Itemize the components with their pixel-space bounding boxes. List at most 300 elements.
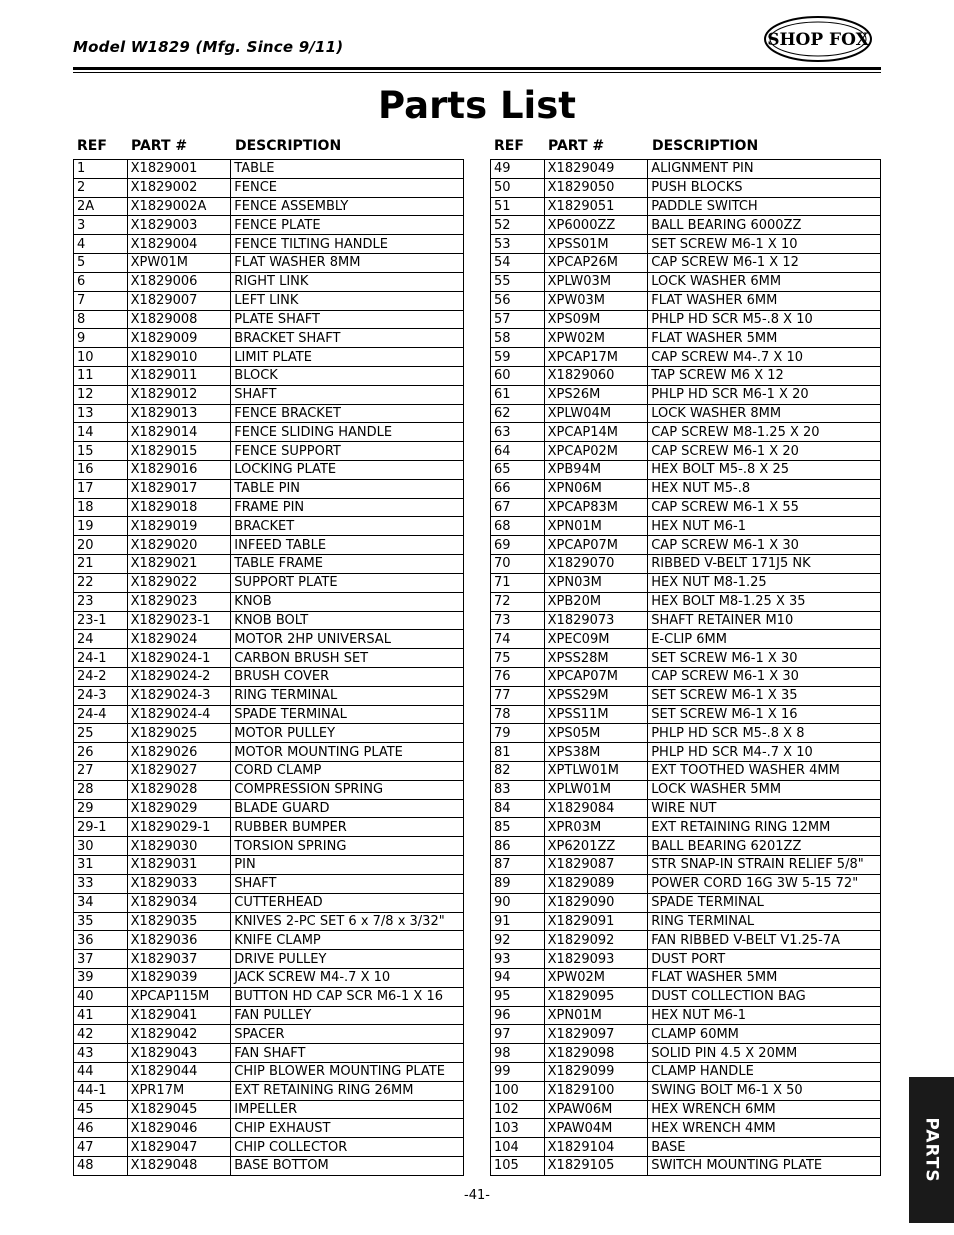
part-number-cell: X1829044	[127, 1063, 231, 1082]
part-number-cell: X1829024-3	[127, 686, 231, 705]
right-ref-header: REF	[494, 138, 524, 154]
table-row	[74, 423, 464, 442]
part-number-cell: X1829087	[544, 856, 648, 875]
table-row	[491, 573, 881, 592]
description-cell: FRAME PIN	[231, 498, 464, 517]
ref-cell: 76	[491, 667, 545, 686]
ref-cell: 21	[74, 555, 128, 574]
table-row	[74, 762, 464, 781]
part-number-cell: X1829073	[544, 611, 648, 630]
table-row	[74, 310, 464, 329]
description-cell: HEX NUT M5-.8	[648, 479, 881, 498]
table-row	[74, 630, 464, 649]
ref-cell: 29-1	[74, 818, 128, 837]
part-number-cell: X1829017	[127, 479, 231, 498]
ref-cell: 95	[491, 987, 545, 1006]
ref-cell: 27	[74, 762, 128, 781]
part-number-cell: X1829091	[544, 912, 648, 931]
part-number-cell: X1829100	[544, 1081, 648, 1100]
ref-cell: 35	[74, 912, 128, 931]
part-number-cell: XPS38M	[544, 743, 648, 762]
description-cell: SOLID PIN 4.5 X 20MM	[648, 1044, 881, 1063]
ref-cell: 17	[74, 479, 128, 498]
description-cell: SWITCH MOUNTING PLATE	[648, 1157, 881, 1176]
part-number-cell: XPCAP115M	[127, 987, 231, 1006]
ref-cell: 85	[491, 818, 545, 837]
description-cell: SET SCREW M6-1 X 16	[648, 705, 881, 724]
page-number: -41-	[464, 1188, 490, 1203]
table-row	[74, 667, 464, 686]
ref-cell: 29	[74, 799, 128, 818]
ref-cell: 60	[491, 366, 545, 385]
table-row	[74, 724, 464, 743]
part-number-cell: X1829060	[544, 366, 648, 385]
table-row	[491, 987, 881, 1006]
description-cell: BALL BEARING 6201ZZ	[648, 837, 881, 856]
table-row	[74, 573, 464, 592]
table-row	[491, 1006, 881, 1025]
right-part-header: PART #	[548, 138, 605, 154]
table-row	[74, 348, 464, 367]
ref-cell: 28	[74, 780, 128, 799]
table-row	[74, 1138, 464, 1157]
table-row	[74, 1044, 464, 1063]
part-number-cell: XP6000ZZ	[544, 216, 648, 235]
ref-cell: 73	[491, 611, 545, 630]
table-row	[74, 479, 464, 498]
part-number-cell: X1829014	[127, 423, 231, 442]
ref-cell: 24	[74, 630, 128, 649]
ref-cell: 82	[491, 762, 545, 781]
part-number-cell: X1829007	[127, 291, 231, 310]
ref-cell: 103	[491, 1119, 545, 1138]
ref-cell: 54	[491, 254, 545, 273]
ref-cell: 24-2	[74, 667, 128, 686]
part-number-cell: XPB94M	[544, 461, 648, 480]
table-row	[74, 780, 464, 799]
table-row	[74, 705, 464, 724]
ref-cell: 20	[74, 536, 128, 555]
ref-cell: 69	[491, 536, 545, 555]
part-number-cell: X1829034	[127, 893, 231, 912]
part-number-cell: XPCAP07M	[544, 536, 648, 555]
description-cell: LEFT LINK	[231, 291, 464, 310]
part-number-cell: X1829015	[127, 442, 231, 461]
table-row	[491, 348, 881, 367]
ref-cell: 3	[74, 216, 128, 235]
table-row	[74, 1100, 464, 1119]
part-number-cell: X1829004	[127, 235, 231, 254]
ref-cell: 34	[74, 893, 128, 912]
part-number-cell: XPB20M	[544, 592, 648, 611]
table-row	[74, 987, 464, 1006]
description-cell: SHAFT RETAINER M10	[648, 611, 881, 630]
part-number-cell: XPN03M	[544, 573, 648, 592]
ref-cell: 68	[491, 517, 545, 536]
description-cell: TORSION SPRING	[231, 837, 464, 856]
ref-cell: 37	[74, 950, 128, 969]
description-cell: FLAT WASHER 6MM	[648, 291, 881, 310]
table-row	[491, 536, 881, 555]
table-row	[74, 385, 464, 404]
part-number-cell: X1829006	[127, 272, 231, 291]
ref-cell: 89	[491, 874, 545, 893]
description-cell: PHLP HD SCR M5-.8 X 10	[648, 310, 881, 329]
ref-cell: 4	[74, 235, 128, 254]
description-cell: CAP SCREW M8-1.25 X 20	[648, 423, 881, 442]
description-cell: KNIVES 2-PC SET 6 x 7/8 x 3/32"	[231, 912, 464, 931]
ref-cell: 93	[491, 950, 545, 969]
description-cell: JACK SCREW M4-.7 X 10	[231, 968, 464, 987]
part-number-cell: X1829095	[544, 987, 648, 1006]
ref-cell: 79	[491, 724, 545, 743]
part-number-cell: X1829084	[544, 799, 648, 818]
description-cell: SET SCREW M6-1 X 10	[648, 235, 881, 254]
description-cell: SHAFT	[231, 385, 464, 404]
part-number-cell: X1829023-1	[127, 611, 231, 630]
ref-cell: 78	[491, 705, 545, 724]
description-cell: SPADE TERMINAL	[231, 705, 464, 724]
table-row	[74, 1006, 464, 1025]
description-cell: CLAMP HANDLE	[648, 1063, 881, 1082]
part-number-cell: X1829045	[127, 1100, 231, 1119]
table-row	[491, 667, 881, 686]
description-cell: SUPPORT PLATE	[231, 573, 464, 592]
description-cell: PHLP HD SCR M6-1 X 20	[648, 385, 881, 404]
ref-cell: 99	[491, 1063, 545, 1082]
ref-cell: 87	[491, 856, 545, 875]
table-row	[491, 479, 881, 498]
header-rule	[73, 67, 881, 70]
ref-cell: 63	[491, 423, 545, 442]
ref-cell: 47	[74, 1138, 128, 1157]
description-cell: LOCK WASHER 8MM	[648, 404, 881, 423]
description-cell: FENCE SUPPORT	[231, 442, 464, 461]
description-cell: BALL BEARING 6000ZZ	[648, 216, 881, 235]
part-number-cell: X1829090	[544, 893, 648, 912]
part-number-cell: XPCAP02M	[544, 442, 648, 461]
ref-cell: 31	[74, 856, 128, 875]
part-number-cell: XPW02M	[544, 968, 648, 987]
table-row	[491, 762, 881, 781]
table-row	[491, 912, 881, 931]
ref-cell: 33	[74, 874, 128, 893]
table-row	[74, 1025, 464, 1044]
part-number-cell: XPAW06M	[544, 1100, 648, 1119]
table-row	[491, 780, 881, 799]
part-number-cell: X1829037	[127, 950, 231, 969]
description-cell: BRACKET SHAFT	[231, 329, 464, 348]
ref-cell: 24-3	[74, 686, 128, 705]
description-cell: CAP SCREW M6-1 X 55	[648, 498, 881, 517]
part-number-cell: XPN01M	[544, 1006, 648, 1025]
part-number-cell: X1829012	[127, 385, 231, 404]
ref-cell: 6	[74, 272, 128, 291]
table-row	[74, 893, 464, 912]
description-cell: CAP SCREW M6-1 X 20	[648, 442, 881, 461]
ref-cell: 45	[74, 1100, 128, 1119]
description-cell: PADDLE SWITCH	[648, 197, 881, 216]
table-row	[491, 197, 881, 216]
description-cell: WIRE NUT	[648, 799, 881, 818]
table-row	[491, 705, 881, 724]
table-row	[74, 743, 464, 762]
part-number-cell: XPN06M	[544, 479, 648, 498]
part-number-cell: X1829043	[127, 1044, 231, 1063]
part-number-cell: X1829002A	[127, 197, 231, 216]
ref-cell: 92	[491, 931, 545, 950]
description-cell: FENCE ASSEMBLY	[231, 197, 464, 216]
table-row	[74, 874, 464, 893]
description-cell: HEX NUT M8-1.25	[648, 573, 881, 592]
part-number-cell: X1829035	[127, 912, 231, 931]
part-number-cell: X1829036	[127, 931, 231, 950]
ref-cell: 83	[491, 780, 545, 799]
table-row	[74, 799, 464, 818]
description-cell: SHAFT	[231, 874, 464, 893]
table-row	[491, 517, 881, 536]
ref-cell: 75	[491, 649, 545, 668]
description-cell: RING TERMINAL	[648, 912, 881, 931]
part-number-cell: X1829003	[127, 216, 231, 235]
description-cell: HEX NUT M6-1	[648, 1006, 881, 1025]
table-row	[74, 555, 464, 574]
ref-cell: 24-4	[74, 705, 128, 724]
description-cell: BLOCK	[231, 366, 464, 385]
table-row	[491, 216, 881, 235]
part-number-cell: XPN01M	[544, 517, 648, 536]
table-row	[491, 235, 881, 254]
table-row	[74, 950, 464, 969]
ref-cell: 100	[491, 1081, 545, 1100]
description-cell: SPADE TERMINAL	[648, 893, 881, 912]
parts-tab-label: PARTS	[921, 1117, 942, 1183]
ref-cell: 96	[491, 1006, 545, 1025]
ref-cell: 25	[74, 724, 128, 743]
part-number-cell: X1829093	[544, 950, 648, 969]
ref-cell: 42	[74, 1025, 128, 1044]
table-row	[74, 254, 464, 273]
table-row	[74, 818, 464, 837]
header-rule-thin	[73, 72, 881, 73]
part-number-cell: X1829098	[544, 1044, 648, 1063]
description-cell: COMPRESSION SPRING	[231, 780, 464, 799]
ref-cell: 49	[491, 160, 545, 179]
part-number-cell: X1829046	[127, 1119, 231, 1138]
table-row	[74, 235, 464, 254]
ref-cell: 84	[491, 799, 545, 818]
model-header: Model W1829 (Mfg. Since 9/11)	[73, 38, 344, 56]
page-title: Parts List	[378, 84, 576, 127]
part-number-cell: X1829028	[127, 780, 231, 799]
ref-cell: 43	[74, 1044, 128, 1063]
table-row	[491, 799, 881, 818]
part-number-cell: X1829105	[544, 1157, 648, 1176]
table-row	[491, 1025, 881, 1044]
ref-cell: 5	[74, 254, 128, 273]
description-cell: CUTTERHEAD	[231, 893, 464, 912]
table-row	[491, 968, 881, 987]
description-cell: MOTOR MOUNTING PLATE	[231, 743, 464, 762]
description-cell: CHIP BLOWER MOUNTING PLATE	[231, 1063, 464, 1082]
description-cell: HEX WRENCH 4MM	[648, 1119, 881, 1138]
ref-cell: 24-1	[74, 649, 128, 668]
description-cell: PIN	[231, 856, 464, 875]
part-number-cell: X1829024	[127, 630, 231, 649]
part-number-cell: X1829050	[544, 178, 648, 197]
description-cell: BRUSH COVER	[231, 667, 464, 686]
ref-cell: 16	[74, 461, 128, 480]
description-cell: DUST COLLECTION BAG	[648, 987, 881, 1006]
part-number-cell: XPCAP07M	[544, 667, 648, 686]
table-row	[74, 272, 464, 291]
ref-cell: 72	[491, 592, 545, 611]
table-row	[491, 291, 881, 310]
table-row	[74, 856, 464, 875]
table-row	[74, 1063, 464, 1082]
right-parts-table	[490, 159, 881, 1176]
shop-fox-logo	[763, 14, 873, 64]
ref-cell: 22	[74, 573, 128, 592]
description-cell: ALIGNMENT PIN	[648, 160, 881, 179]
table-row	[491, 461, 881, 480]
table-row	[74, 517, 464, 536]
table-row	[491, 385, 881, 404]
description-cell: FENCE TILTING HANDLE	[231, 235, 464, 254]
part-number-cell: X1829021	[127, 555, 231, 574]
description-cell: CARBON BRUSH SET	[231, 649, 464, 668]
table-row	[491, 366, 881, 385]
part-number-cell: X1829008	[127, 310, 231, 329]
part-number-cell: X1829026	[127, 743, 231, 762]
part-number-cell: XPW01M	[127, 254, 231, 273]
table-row	[491, 874, 881, 893]
table-row	[491, 931, 881, 950]
ref-cell: 98	[491, 1044, 545, 1063]
description-cell: BRACKET	[231, 517, 464, 536]
ref-cell: 55	[491, 272, 545, 291]
part-number-cell: X1829047	[127, 1138, 231, 1157]
ref-cell: 102	[491, 1100, 545, 1119]
ref-cell: 90	[491, 893, 545, 912]
part-number-cell: X1829029	[127, 799, 231, 818]
table-row	[74, 1157, 464, 1176]
table-row	[491, 178, 881, 197]
ref-cell: 44	[74, 1063, 128, 1082]
description-cell: FENCE BRACKET	[231, 404, 464, 423]
table-row	[491, 310, 881, 329]
ref-cell: 77	[491, 686, 545, 705]
table-row	[74, 442, 464, 461]
table-row	[74, 912, 464, 931]
part-number-cell: XPSS11M	[544, 705, 648, 724]
description-cell: SET SCREW M6-1 X 30	[648, 649, 881, 668]
part-number-cell: XPLW03M	[544, 272, 648, 291]
description-cell: FAN RIBBED V-BELT V1.25-7A	[648, 931, 881, 950]
table-row	[491, 893, 881, 912]
part-number-cell: X1829027	[127, 762, 231, 781]
table-row	[491, 423, 881, 442]
table-row	[491, 856, 881, 875]
description-cell: FENCE PLATE	[231, 216, 464, 235]
table-row	[491, 724, 881, 743]
ref-cell: 70	[491, 555, 545, 574]
table-row	[74, 649, 464, 668]
ref-cell: 105	[491, 1157, 545, 1176]
ref-cell: 62	[491, 404, 545, 423]
part-number-cell: X1829020	[127, 536, 231, 555]
part-number-cell: XPLW01M	[544, 780, 648, 799]
ref-cell: 1	[74, 160, 128, 179]
table-row	[74, 1081, 464, 1100]
description-cell: SWING BOLT M6-1 X 50	[648, 1081, 881, 1100]
part-number-cell: XPS09M	[544, 310, 648, 329]
part-number-cell: XPAW04M	[544, 1119, 648, 1138]
description-cell: DUST PORT	[648, 950, 881, 969]
part-number-cell: XPSS01M	[544, 235, 648, 254]
table-row	[74, 686, 464, 705]
description-cell: TABLE FRAME	[231, 555, 464, 574]
table-row	[491, 611, 881, 630]
ref-cell: 94	[491, 968, 545, 987]
part-number-cell: X1829097	[544, 1025, 648, 1044]
part-number-cell: XPCAP17M	[544, 348, 648, 367]
part-number-cell: X1829099	[544, 1063, 648, 1082]
table-row	[491, 818, 881, 837]
part-number-cell: XPSS28M	[544, 649, 648, 668]
part-number-cell: X1829002	[127, 178, 231, 197]
ref-cell: 56	[491, 291, 545, 310]
description-cell: SET SCREW M6-1 X 35	[648, 686, 881, 705]
table-row	[491, 1044, 881, 1063]
table-row	[491, 254, 881, 273]
ref-cell: 66	[491, 479, 545, 498]
part-number-cell: X1829024-4	[127, 705, 231, 724]
ref-cell: 74	[491, 630, 545, 649]
part-number-cell: X1829010	[127, 348, 231, 367]
part-number-cell: X1829039	[127, 968, 231, 987]
part-number-cell: X1829104	[544, 1138, 648, 1157]
table-row	[491, 592, 881, 611]
ref-cell: 50	[491, 178, 545, 197]
table-row	[74, 536, 464, 555]
table-row	[74, 160, 464, 179]
ref-cell: 7	[74, 291, 128, 310]
part-number-cell: XPW02M	[544, 329, 648, 348]
description-cell: TABLE	[231, 160, 464, 179]
ref-cell: 65	[491, 461, 545, 480]
part-number-cell: X1829049	[544, 160, 648, 179]
ref-cell: 86	[491, 837, 545, 856]
description-cell: IMPELLER	[231, 1100, 464, 1119]
table-row	[74, 931, 464, 950]
ref-cell: 58	[491, 329, 545, 348]
part-number-cell: XPEC09M	[544, 630, 648, 649]
part-number-cell: XP6201ZZ	[544, 837, 648, 856]
description-cell: CLAMP 60MM	[648, 1025, 881, 1044]
part-number-cell: X1829019	[127, 517, 231, 536]
description-cell: FENCE SLIDING HANDLE	[231, 423, 464, 442]
ref-cell: 61	[491, 385, 545, 404]
ref-cell: 30	[74, 837, 128, 856]
ref-cell: 8	[74, 310, 128, 329]
description-cell: BLADE GUARD	[231, 799, 464, 818]
description-cell: LOCK WASHER 6MM	[648, 272, 881, 291]
left-part-header: PART #	[131, 138, 188, 154]
part-number-cell: X1829022	[127, 573, 231, 592]
part-number-cell: X1829009	[127, 329, 231, 348]
part-number-cell: X1829016	[127, 461, 231, 480]
